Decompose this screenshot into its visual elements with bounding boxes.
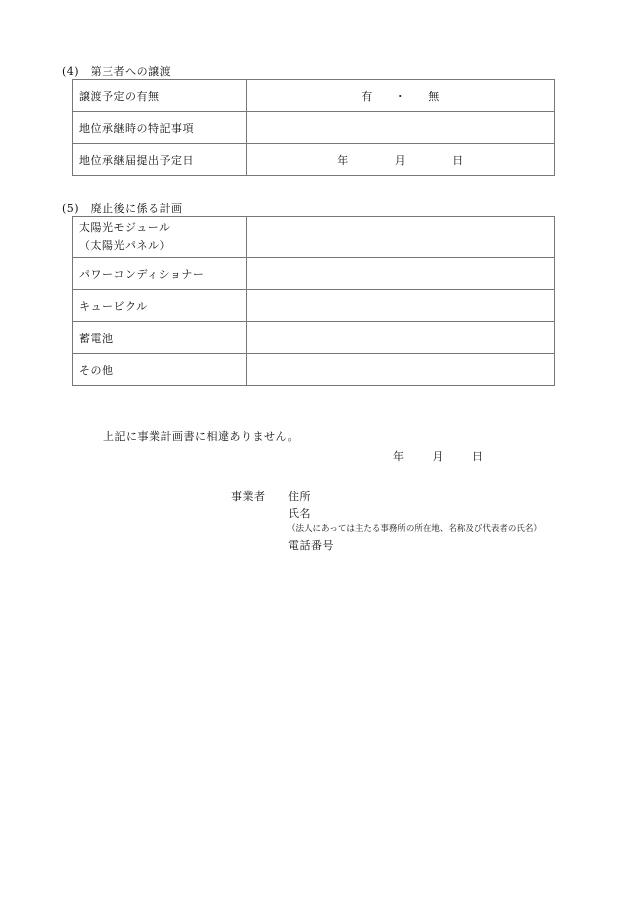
- power-conditioner-plan-field[interactable]: [247, 258, 555, 290]
- power-conditioner-label: パワーコンディショナー: [73, 258, 247, 290]
- transfer-plan-value[interactable]: [247, 80, 555, 112]
- month-label: 月: [394, 153, 407, 167]
- year-label: 年: [337, 153, 349, 167]
- section-4-title: (4) 第三者への譲渡: [62, 65, 172, 78]
- other-plan-field[interactable]: [247, 354, 555, 386]
- declaration-date: [393, 448, 484, 464]
- battery-label: 蓄電池: [73, 322, 247, 354]
- declaration-text: 上記に事業計画書に相違ありません。: [103, 430, 300, 443]
- table-row: [73, 290, 555, 322]
- cubicle-label: キュービクル: [73, 290, 247, 322]
- table-row: [73, 322, 555, 354]
- separator-dot: ・: [394, 89, 407, 103]
- day-label: 日: [472, 450, 484, 463]
- operator-label: 事業者: [231, 490, 266, 503]
- table-row: [73, 258, 555, 290]
- name-label: 氏名: [288, 507, 311, 520]
- other-label: その他: [73, 354, 247, 386]
- month-label: 月: [432, 450, 444, 463]
- name-note: （法人にあっては主たる事務所の所在地、名称及び代表者の氏名）: [287, 524, 542, 534]
- cubicle-plan-field[interactable]: [247, 290, 555, 322]
- no-option[interactable]: 無: [428, 89, 440, 103]
- yes-option[interactable]: 有: [361, 89, 373, 103]
- section-5-title: (5) 廃止後に係る計画: [62, 202, 183, 215]
- solar-module-label: 太陽光モジュール （太陽光パネル）: [73, 217, 247, 258]
- succession-date-label: 地位承継届提出予定日: [73, 144, 247, 176]
- day-label: 日: [452, 153, 464, 167]
- address-label: 住所: [288, 490, 311, 503]
- battery-plan-field[interactable]: [247, 322, 555, 354]
- year-label: 年: [393, 450, 405, 463]
- transfer-table: [72, 79, 555, 176]
- table-row: [73, 112, 555, 144]
- table-row: [73, 80, 555, 112]
- post-closure-plan-table: [72, 216, 555, 386]
- succession-date-field[interactable]: [247, 144, 555, 176]
- phone-label: 電話番号: [288, 539, 334, 552]
- transfer-plan-label: 譲渡予定の有無: [73, 80, 247, 112]
- table-row: [73, 354, 555, 386]
- solar-module-plan-field[interactable]: [247, 217, 555, 258]
- succession-notes-label: 地位承継時の特記事項: [73, 112, 247, 144]
- table-row: [73, 144, 555, 176]
- succession-notes-field[interactable]: [247, 112, 555, 144]
- table-row: [73, 217, 555, 258]
